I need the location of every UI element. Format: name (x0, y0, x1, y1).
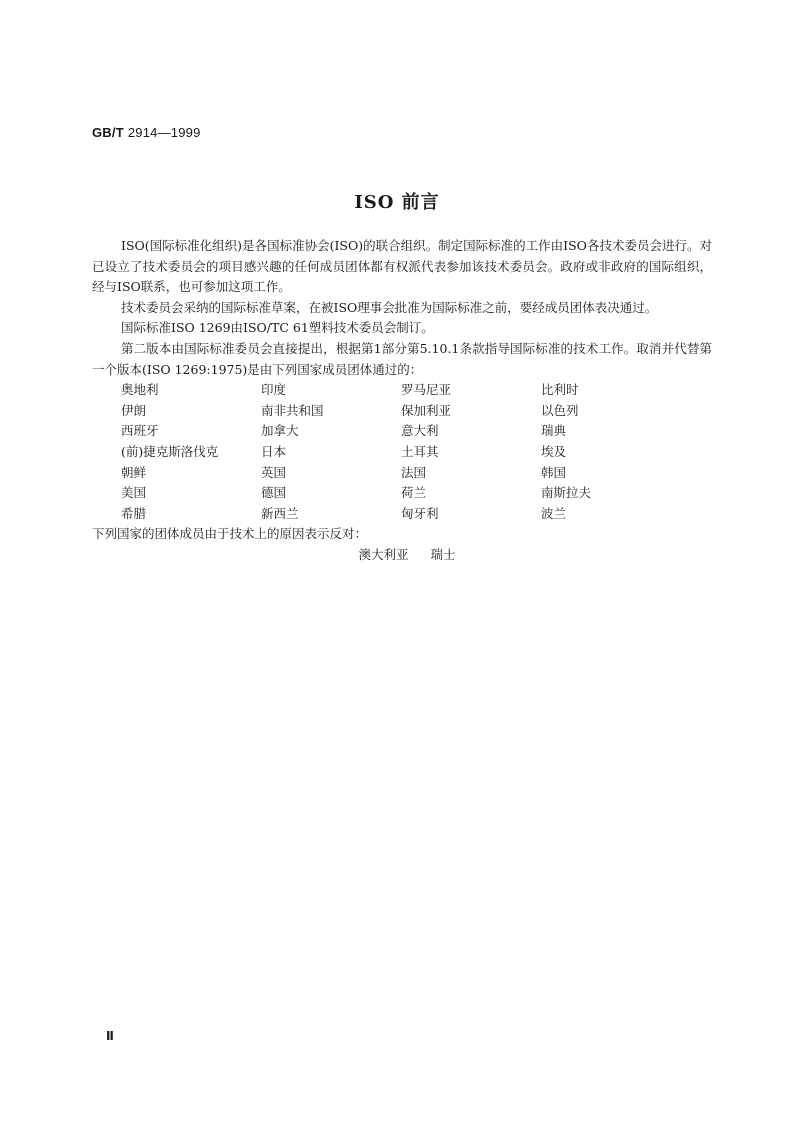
standard-number: 2914—1999 (127, 125, 201, 140)
country-item: 伊朗 (121, 402, 147, 418)
country-item: 波兰 (541, 505, 567, 521)
approving-countries-list (121, 380, 712, 524)
country-item: 保加利亚 (401, 402, 452, 418)
paragraph-committee: 国际标准ISO 1269由ISO/TC 61塑料技术委员会制订。 (121, 320, 434, 336)
opposing-country: 澳大利亚 (358, 546, 409, 562)
country-item: 荷兰 (401, 485, 427, 501)
country-item: 意大利 (401, 423, 439, 439)
country-item: 罗马尼亚 (401, 382, 452, 398)
country-item: 德国 (261, 485, 287, 501)
opposition-statement: 下列国家的团体成员由于技术上的原因表示反对： (92, 526, 368, 542)
opposing-countries-list (92, 545, 712, 566)
country-item: 瑞典 (541, 423, 567, 439)
page-number: Ⅱ (106, 1029, 114, 1043)
country-item: 韩国 (541, 464, 567, 480)
country-item: 加拿大 (261, 423, 299, 439)
country-item: 日本 (261, 443, 287, 459)
country-item: 英国 (261, 464, 287, 480)
country-item: 西班牙 (121, 423, 159, 439)
country-item: 土耳其 (401, 443, 439, 459)
country-item: 希腊 (121, 505, 147, 521)
country-item: 南斯拉夫 (541, 485, 592, 501)
standard-code (92, 125, 201, 140)
document-body (92, 236, 712, 566)
country-item: 匈牙利 (401, 505, 439, 521)
page-title: ISO 前言 (354, 192, 440, 213)
country-item: 美国 (121, 485, 147, 501)
standard-prefix: GB/T (92, 125, 124, 140)
opposing-country: 瑞士 (430, 546, 456, 562)
paragraph-voting: 技术委员会采纳的国际标准草案，在被ISO理事会批准为国际标准之前，要经成员团体表决通过。 (121, 299, 658, 315)
country-item: (前)捷克斯洛伐克 (121, 443, 219, 459)
paragraph-intro: ISO(国际标准化组织)是各国标准协会(ISO)的联合组织。制定国际标准的工作由ISO各技术委员会进行。对已设立了技术委员会的项目感兴趣的任何成员团体都有权派代表参加该技术委员会。政府或非政府的国际组织，经与ISO联系，也可参加这项工作。 (92, 238, 712, 295)
country-item: 朝鲜 (121, 464, 147, 480)
country-item: 印度 (261, 382, 287, 398)
paragraph-second-edition: 第二版本由国际标准委员会直接提出，根据第1部分第5.10.1条款指导国际标准的技术工作。取消并代替第一个版本(ISO 1269:1975)是由下列国家成员团体通过的： (92, 340, 712, 377)
country-item: 奥地利 (121, 382, 159, 398)
country-item: 法国 (401, 464, 427, 480)
country-item: 以色列 (541, 402, 579, 418)
country-item: 南非共和国 (261, 402, 324, 418)
country-item: 比利时 (541, 382, 579, 398)
country-item: 埃及 (541, 443, 567, 459)
country-item: 新西兰 (261, 505, 299, 521)
